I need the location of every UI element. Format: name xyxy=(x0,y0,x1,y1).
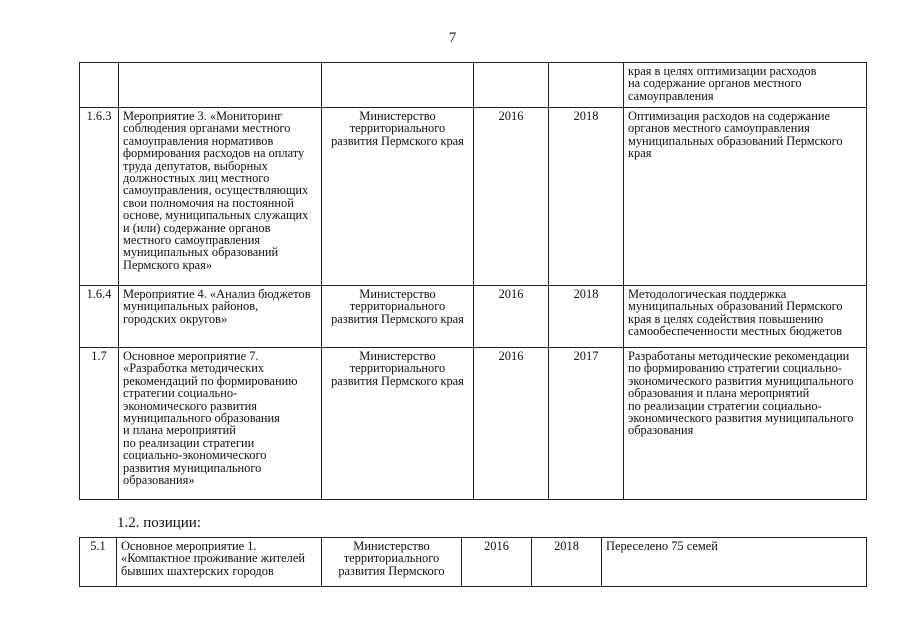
responsible-cell xyxy=(322,63,474,108)
row-number xyxy=(80,63,119,108)
event-cell: Мероприятие 3. «Мониторинг соблюдения органами местного самоуправления нормативов формирования расходов на оплату труда депутатов, выборных должностных лиц местного самоуправления, осуществляющих свои полномочия на постоянной основе, муниципальных служащих и (или) содержание органов местного самоуправления муниципальных образований Пермского края» xyxy=(119,108,322,286)
event-cell: Основное мероприятие 1. «Компактное проживание жителей бывших шахтерских городов xyxy=(117,538,322,587)
end-year-cell: 2018 xyxy=(549,108,624,286)
start-year-cell xyxy=(474,63,549,108)
row-number: 5.1 xyxy=(80,538,117,587)
result-cell: Оптимизация расходов на содержание органов местного самоуправления муниципальных образований Пермского края xyxy=(624,108,867,286)
start-year-cell: 2016 xyxy=(474,348,549,500)
responsible-cell: Министерство территориального развития Пермского xyxy=(322,538,462,587)
result-cell: Разработаны методические рекомендации по формированию стратегии социально- экономического развития муниципального образования и плана мероприятий по реализации стратегии социально- экономического развития муниципального образования xyxy=(624,348,867,500)
result-cell: Методологическая поддержка муниципальных образований Пермского края в целях содействия повышению самообеспеченности местных бюджетов xyxy=(624,286,867,348)
start-year-cell: 2016 xyxy=(474,286,549,348)
event-cell xyxy=(119,63,322,108)
row-number: 1.7 xyxy=(80,348,119,500)
positions-table xyxy=(79,537,867,587)
end-year-cell xyxy=(549,63,624,108)
responsible-cell: Министерство территориального развития Пермского края xyxy=(322,348,474,500)
start-year-cell: 2016 xyxy=(462,538,532,587)
end-year-cell: 2017 xyxy=(549,348,624,500)
end-year-cell: 2018 xyxy=(532,538,602,587)
row-number: 1.6.4 xyxy=(80,286,119,348)
table-row xyxy=(80,63,867,108)
measures-table xyxy=(79,62,867,500)
table-row xyxy=(80,348,867,500)
event-cell: Основное мероприятие 7. «Разработка методических рекомендаций по формированию стратегии социально- экономического развития муниципального образования и плана мероприятий по реализации стратегии социально-экономического развития муниципального образования» xyxy=(119,348,322,500)
table-row xyxy=(80,286,867,348)
result-cell: края в целях оптимизации расходов на содержание органов местного самоуправления xyxy=(624,63,867,108)
table-row xyxy=(80,538,867,587)
responsible-cell: Министерство территориального развития Пермского края xyxy=(322,286,474,348)
result-cell: Переселено 75 семей xyxy=(602,538,867,587)
start-year-cell: 2016 xyxy=(474,108,549,286)
responsible-cell: Министерство территориального развития Пермского края xyxy=(322,108,474,286)
page-number: 7 xyxy=(448,30,457,46)
event-cell: Мероприятие 4. «Анализ бюджетов муниципальных районов, городских округов» xyxy=(119,286,322,348)
end-year-cell: 2018 xyxy=(549,286,624,348)
section-heading: 1.2. позиции: xyxy=(117,515,201,531)
row-number: 1.6.3 xyxy=(80,108,119,286)
table-row xyxy=(80,108,867,286)
